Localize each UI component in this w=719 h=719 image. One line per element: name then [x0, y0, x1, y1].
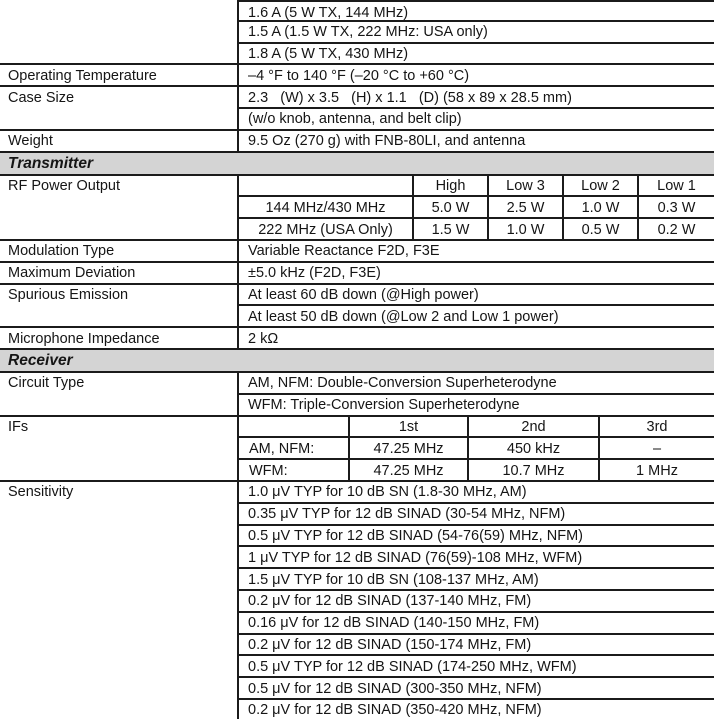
table-row: [0, 460, 714, 482]
spec-label-weight: Weight: [0, 131, 237, 153]
spec-label-sensitivity: Sensitivity: [8, 484, 74, 501]
spec-value-sensitivity: 0.16 μV for 12 dB SINAD (140-150 MHz, FM): [237, 613, 714, 635]
spec-label-maximum-deviation: Maximum Deviation: [0, 263, 237, 285]
spec-value-case-size-2: (w/o knob, antenna, and belt clip): [237, 109, 714, 131]
table-row: [0, 328, 714, 350]
table-row: [0, 65, 714, 87]
spec-label-empty: [0, 678, 237, 700]
spec-label-empty: [0, 438, 237, 460]
table-row: [0, 306, 714, 328]
table-row: [0, 678, 714, 700]
spec-value-case-size-1: 2.3 (W) x 3.5 (H) x 1.1 (D) (58 x 89 x 28.5 mm): [237, 87, 714, 109]
spec-label-operating-temperature: Operating Temperature: [0, 65, 237, 87]
ifs-value-cell: 1 MHz: [598, 460, 714, 482]
spec-value-weight: 9.5 Oz (270 g) with FNB-80LI, and antenna: [237, 131, 714, 153]
spec-label-empty: [0, 547, 237, 569]
spec-value-circuit-type-2: WFM: Triple-Conversion Superheterodyne: [237, 395, 714, 417]
table-row: [0, 526, 714, 548]
rf-band-cell: 144 MHz/430 MHz: [239, 197, 412, 219]
spec-label-empty: [0, 460, 237, 482]
ifs-value-cell: 10.7 MHz: [467, 460, 598, 482]
rf-power-row-144-430: [237, 197, 714, 219]
ifs-row-am-nfm: [237, 438, 714, 460]
ifs-col-1st: 1st: [348, 417, 467, 439]
table-row: [0, 613, 714, 635]
spec-value-current-1: 1.6 A (5 W TX, 144 MHz): [237, 0, 714, 22]
section-header-transmitter: Transmitter: [0, 153, 714, 176]
spec-label-empty: [0, 44, 237, 66]
rf-value-cell: 0.2 W: [637, 219, 714, 241]
rf-value-cell: 0.5 W: [562, 219, 637, 241]
table-row: [0, 547, 714, 569]
spec-value-sensitivity: 0.5 μV TYP for 12 dB SINAD (54-76(59) MHz, NFM): [237, 526, 714, 548]
ifs-header-row: [237, 417, 714, 439]
section-header-receiver: Receiver: [0, 350, 714, 373]
spec-value-sensitivity: 0.5 μV for 12 dB SINAD (300-350 MHz, NFM): [237, 678, 714, 700]
spec-label-empty: [0, 635, 237, 657]
rf-value-cell: 1.0 W: [487, 219, 562, 241]
ifs-row-wfm: [237, 460, 714, 482]
rf-col-low1: Low 1: [637, 176, 714, 198]
spec-label-spurious-emission: Spurious Emission: [8, 287, 129, 304]
ifs-col-2nd: 2nd: [467, 417, 598, 439]
spec-value-sensitivity: 1 μV TYP for 12 dB SINAD (76(59)-108 MHz, WFM): [237, 547, 714, 569]
table-row: [0, 241, 714, 263]
spec-value-circuit-type-1: AM, NFM: Double-Conversion Superheterodyne: [237, 373, 714, 395]
rf-col-low3: Low 3: [487, 176, 562, 198]
spec-label-empty: [0, 395, 237, 417]
rf-band-cell: 222 MHz (USA Only): [239, 219, 412, 241]
spec-value-sensitivity: 0.35 μV TYP for 12 dB SINAD (30-54 MHz, NFM): [237, 504, 714, 526]
spec-label-empty: [0, 0, 237, 22]
rf-value-cell: 2.5 W: [487, 197, 562, 219]
table-row: [0, 131, 714, 153]
spec-value-sensitivity: 0.5 μV TYP for 12 dB SINAD (174-250 MHz, WFM): [237, 656, 714, 678]
table-row: [0, 635, 714, 657]
spec-value-sensitivity: 0.2 μV for 12 dB SINAD (150-174 MHz, FM): [237, 635, 714, 657]
spec-value-sensitivity: 0.2 μV for 12 dB SINAD (350-420 MHz, NFM): [237, 700, 714, 719]
table-row: [0, 87, 714, 109]
spec-label-empty: [0, 613, 237, 635]
ifs-header-empty-cell: [239, 417, 348, 439]
spec-label-empty: [0, 197, 237, 219]
rf-power-header-row: [237, 176, 714, 198]
rf-value-cell: 1.0 W: [562, 197, 637, 219]
ifs-mode-cell: WFM:: [239, 460, 348, 482]
spec-label-rf-power-output: RF Power Output: [8, 178, 121, 195]
table-row: [0, 438, 714, 460]
table-row: [0, 44, 714, 66]
spec-label-empty: [0, 306, 237, 328]
spec-value-microphone-impedance: 2 kΩ: [237, 328, 714, 350]
ifs-value-cell: 47.25 MHz: [348, 460, 467, 482]
table-row: [0, 285, 714, 307]
rf-col-low2: Low 2: [562, 176, 637, 198]
table-row: [0, 109, 714, 131]
table-row: [0, 373, 714, 395]
spec-value-current-3: 1.8 A (5 W TX, 430 MHz): [237, 44, 714, 66]
table-row: [0, 482, 714, 504]
ifs-value-cell: 450 kHz: [467, 438, 598, 460]
spec-value-sensitivity: 0.2 μV for 12 dB SINAD (137-140 MHz, FM): [237, 591, 714, 613]
table-row: [0, 656, 714, 678]
spec-label-ifs: IFs: [8, 419, 29, 436]
spec-label-empty: [0, 700, 237, 719]
spec-label-empty: [0, 504, 237, 526]
table-row: [0, 197, 714, 219]
rf-power-row-222: [237, 219, 714, 241]
spec-label-modulation-type: Modulation Type: [0, 241, 237, 263]
rf-col-high: High: [412, 176, 487, 198]
table-row: [0, 22, 714, 44]
table-row: [0, 176, 714, 198]
ifs-value-cell: –: [598, 438, 714, 460]
spec-label-empty: [0, 591, 237, 613]
table-row: [0, 395, 714, 417]
table-row: [0, 700, 714, 719]
ifs-value-cell: 47.25 MHz: [348, 438, 467, 460]
spec-label-empty: [0, 219, 237, 241]
spec-value-sensitivity: 1.0 μV TYP for 10 dB SN (1.8-30 MHz, AM): [237, 482, 714, 504]
spec-value-maximum-deviation: ±5.0 kHz (F2D, F3E): [237, 263, 714, 285]
spec-value-sensitivity: 1.5 μV TYP for 10 dB SN (108-137 MHz, AM): [237, 569, 714, 591]
table-row: [0, 504, 714, 526]
spec-label-empty: [0, 656, 237, 678]
ifs-mode-cell: AM, NFM:: [239, 438, 348, 460]
table-row: [0, 263, 714, 285]
table-row: [0, 0, 714, 22]
table-row: [0, 417, 714, 439]
rf-value-cell: 5.0 W: [412, 197, 487, 219]
spec-label-microphone-impedance: Microphone Impedance: [0, 328, 237, 350]
spec-label-circuit-type: Circuit Type: [8, 375, 85, 392]
spec-value-spurious-1: At least 60 dB down (@High power): [237, 285, 714, 307]
table-row: [0, 591, 714, 613]
spec-value-modulation-type: Variable Reactance F2D, F3E: [237, 241, 714, 263]
spec-label-empty: [0, 109, 237, 131]
spec-value-operating-temperature: –4 °F to 140 °F (–20 °C to +60 °C): [237, 65, 714, 87]
spec-label-empty: [0, 526, 237, 548]
rf-value-cell: 1.5 W: [412, 219, 487, 241]
table-row: [0, 569, 714, 591]
rf-header-empty-cell: [239, 176, 412, 198]
spec-value-current-2: 1.5 A (1.5 W TX, 222 MHz: USA only): [237, 22, 714, 44]
spec-label-empty: [0, 22, 237, 44]
spec-label-empty: [0, 569, 237, 591]
ifs-col-3rd: 3rd: [598, 417, 714, 439]
rf-value-cell: 0.3 W: [637, 197, 714, 219]
spec-label-case-size: Case Size: [8, 89, 75, 106]
table-row: [0, 219, 714, 241]
spec-value-spurious-2: At least 50 dB down (@Low 2 and Low 1 power): [237, 306, 714, 328]
